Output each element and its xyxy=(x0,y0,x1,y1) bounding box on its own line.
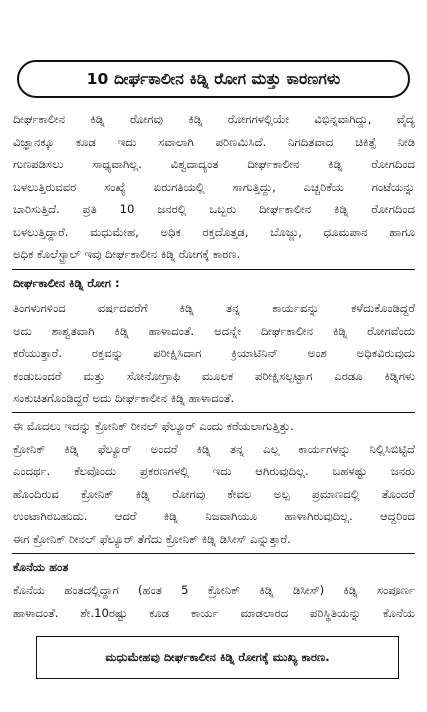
section-heading: ದೀರ್ಘಕಾಲೀನ ಕಿಡ್ನಿ ರೋಗ : xyxy=(13,276,120,290)
section3-paragraph xyxy=(13,579,415,624)
text-line: ಸಂಕುಚಿತಗೊಂಡಿದ್ದರೆ ಅದು ದೀರ್ಘಕಾಲೀನ ಕಿಡ್ನಿ ಹಾಳಾದಂತೆ. xyxy=(13,391,235,405)
text-line: ಅಧಿಕ ಕೊಲೆಸ್ಟ್ರಾಲ್ ಇವು ದೀರ್ಘಕಾಲೀನ ಕಿಡ್ನಿ ರೋಗಕ್ಕೆ ಕಾರಣ. xyxy=(13,247,241,261)
text-line: ಅದು ಶಾಶ್ವತವಾಗಿ ಕಿಡ್ನಿ ಹಾಳಾದಂತೆ. ಅದನ್ನೇ ದೀರ್ಘಕಾಲೀನ ಕಿಡ್ನಿ ರೋಗವೆಂದು xyxy=(13,323,415,338)
text-line: ಈಗ ಕ್ರೋನಿಕ್ ರೀನಲ್ ಫೆಲ್ಯೂರ್ ತೆಗೆದು ಕ್ರೋನಿಕ್ ಕಿಡ್ನಿ ಡಿಸೀಸ್ ಎನ್ನುತ್ತಾರೆ. xyxy=(13,531,291,546)
callout-box xyxy=(36,636,399,679)
text-line: ಈ ಮೊದಲು ಇದನ್ನು ಕ್ರೋನಿಕ್ ರೀನಲ್ ಫೆಲ್ಯೂರ್ ಎಂದು ಕರೆಯಲಾಗುತ್ತಿತ್ತು. xyxy=(13,419,294,433)
section-chronic-kidney-disease xyxy=(13,272,415,295)
divider xyxy=(12,412,415,413)
text-line: ಹಾಳಾದಂತೆ. ಶೇ.10ರಷ್ಟು ಕೂಡ ಕಾರ್ಯ ಮಾಡಲಾರದ ಪರಿಸ್ಥಿತಿಯನ್ನು ಕೊನೆಯ xyxy=(13,605,415,620)
section-final-stage xyxy=(13,556,415,579)
chapter-title-box xyxy=(17,60,410,98)
section1-paragraph xyxy=(13,297,415,410)
text-line: ಹೊಂದಿರುವ ಕ್ರೋನಿಕ್ ಕಿಡ್ನಿ ರೋಗವು ಕೇವಲ ಅಲ್ಪ ಪ್ರಮಾಣದಲ್ಲಿ ತೊಂದರೆ xyxy=(13,486,415,501)
text-line: ದೀರ್ಘಕಾಲೀನ ಕಿಡ್ನಿ ರೋಗವು ಕಿಡ್ನಿ ರೋಗಗಳಲ್ಲಿಯೇ ವಿಭಿನ್ನವಾಗಿದ್ದು, ವೈದ್ಯ xyxy=(13,112,415,126)
text-line: ಎಂದರ್ಥ. ಕೆಲವೊಂದು ಪ್ರಕರಣಗಳಲ್ಲಿ ಇದು ಆಗಿರುವುದಿಲ್ಲ. ಬಹಳಷ್ಟು ಜನರು xyxy=(13,464,415,478)
section-heading: ಕೊನೆಯ ಹಂತ xyxy=(13,560,69,574)
section2-paragraph xyxy=(13,415,415,550)
divider xyxy=(12,553,415,554)
text-line: ಬಾರಿಸುತ್ತಿದೆ. ಪ್ರತಿ 10 ಜನರಲ್ಲಿ ಒಬ್ಬರು ದೀರ್ಘಕಾಲೀನ ಕಿಡ್ನಿ ರೋಗದಿಂದ xyxy=(13,202,415,216)
text-line: ಕ್ರೋನಿಕ್ ಕಿಡ್ನಿ ಫೆಲ್ಯೂರ್ ಅಂದರೆ ಕಿಡ್ನಿ ತನ್ನ ಎಲ್ಲ ಕಾರ್ಯಗಳನ್ನು ನಿಲ್ಲಿಸಿಬಿಟ್ಟಿದೆ xyxy=(13,441,415,456)
text-line: ವಿಜ್ಞಾನಕ್ಕೂ ಕೂಡ ಇದು ಸವಾಲಾಗಿ ಪರಿಣಮಿಸಿದೆ. ನಿಗದಿತವಾದ ಚಿಕಿತ್ಸೆ ನೀಡಿ xyxy=(13,134,415,149)
intro-paragraph xyxy=(13,108,415,266)
text-line: ಬಳಲುತ್ತಿರುವವರ ಸಂಖ್ಯೆ ಏರುಗತಿಯಲ್ಲಿ ಸಾಗುತ್ತಿದ್ದು, ಎಚ್ಚರಿಕೆಯ ಗಂಟೆಯನ್ನು xyxy=(13,179,415,194)
text-line: ಬಳಲುತ್ತಿದ್ದಾರೆ. ಮಧುಮೇಹ, ಅಧಿಕ ರಕ್ತದೊತ್ತಡ, ಬೊಜ್ಜು, ಧೂಮಪಾನ ಹಾಗೂ xyxy=(13,224,415,239)
text-line: ಗುಣಪಡಿಸಲು ಸಾಧ್ಯವಾಗಿಲ್ಲ. ವಿಶ್ವದಾದ್ಯಂತ ದೀರ್ಘಕಾಲೀನ ಕಿಡ್ನಿ ರೋಗದಿಂದ xyxy=(13,157,415,171)
text-line: ಕೊನೆಯ ಹಂತದಲ್ಲಿದ್ದಾಗ (ಹಂತ 5 ಕ್ರೋನಿಕ್ ಕಿಡ್ನಿ ಡಿಸೀಸ್) ಕಿಡ್ನಿ ಸಂಪೂರ್ಣ xyxy=(13,583,415,597)
text-line: ಕರೆಯುತ್ತಾರೆ. ರಕ್ತವನ್ನು ಪರೀಕ್ಷಿಸಿದಾಗ ಕ್ರಿಯಾಟಿನಿನ್ ಅಂಶ ಅಧಿಕವಿರುವುದು xyxy=(13,346,415,360)
callout-text: ಮಧುಮೇಹವು ದೀರ್ಘಕಾಲೀನ ಕಿಡ್ನಿ ರೋಗಕ್ಕೆ ಮುಖ್ಯ ಕಾರಣ. xyxy=(105,650,330,664)
text-line: ತಿಂಗಳುಗಳಿಂದ ವರ್ಷದವರೆಗೆ ಕಿಡ್ನಿ ತನ್ನ ಕಾರ್ಯವನ್ನು ಕಳೆದುಕೊಂಡಿದ್ದರೆ xyxy=(13,301,415,315)
text-line: ಕಂಡುಬಂದರೆ ಮತ್ತು ಸೋನೋಗ್ರಾಫಿ ಮೂಲಕ ಪರೀಕ್ಷಿಸಲ್ಪಟ್ಟಾಗ ಎರಡೂ ಕಿಡ್ನಿಗಳು xyxy=(13,368,415,383)
chapter-title: 10 ದೀರ್ಘಕಾಲೀನ ಕಿಡ್ನಿ ರೋಗ ಮತ್ತು ಕಾರಣಗಳು xyxy=(86,69,341,88)
text-line: ಉಂಟಾಗಿರಬಹುದು. ಆದರೆ ಕಿಡ್ನಿ ನಿಜವಾಗಿಯೂ ಹಾಳಾಗಿರುವುದಿಲ್ಲ. ಆದ್ದರಿಂದ xyxy=(13,509,415,523)
divider xyxy=(12,269,415,270)
